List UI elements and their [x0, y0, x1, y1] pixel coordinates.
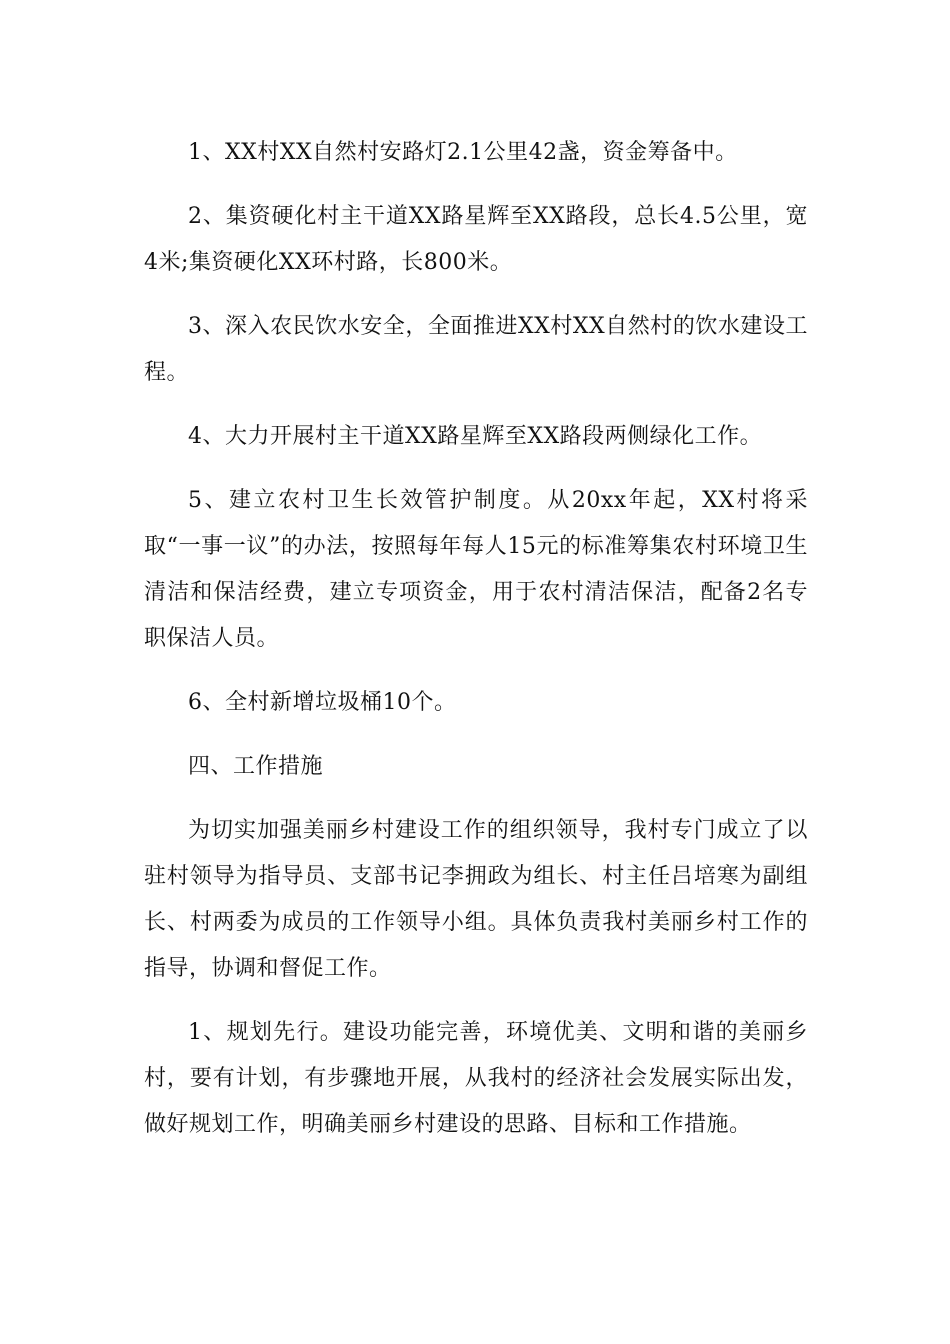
- paragraph-street-lights: 1、XX村XX自然村安路灯2.1公里42盏，资金筹备中。: [188, 140, 738, 165]
- paragraph-drinking-water: 3、深入农民饮水安全，全面推进XX村XX自然村的饮水建设工程。: [144, 314, 808, 385]
- paragraph-planning-first: 1、规划先行。建设功能完善，环境优美、文明和谐的美丽乡村，要有计划，有步骤地开展，从我村的经济社会发展实际出发，做好规划工作，明确美丽乡村建设的思路、目标和工作措施。: [144, 1020, 808, 1137]
- paragraph-sanitation-system: 5、建立农村卫生长效管护制度。从20xx年起，XX村将采取“一事一议”的办法，按照每年每人15元的标准筹集农村环境卫生清洁和保洁经费，建立专项资金，用于农村清洁保洁，配备2名专职保洁人员。: [144, 488, 808, 651]
- paragraph-road-hardening: 2、集资硬化村主干道XX路星辉至XX路段，总长4.5公里，宽4米;集资硬化XX环村路，长800米。: [144, 204, 808, 275]
- paragraph-leadership-group: 为切实加强美丽乡村建设工作的组织领导，我村专门成立了以驻村领导为指导员、支部书记李拥政为组长、村主任吕培寒为副组长、村两委为成员的工作领导小组。具体负责我村美丽乡村工作的指导，协调和督促工作。: [144, 818, 808, 981]
- document-page: [144, 130, 808, 1166]
- paragraph-greening: 4、大力开展村主干道XX路星辉至XX路段两侧绿化工作。: [188, 424, 763, 449]
- paragraph-trash-bins: 6、全村新增垃圾桶10个。: [188, 690, 457, 715]
- section-heading-measures: 四、工作措施: [188, 754, 324, 779]
